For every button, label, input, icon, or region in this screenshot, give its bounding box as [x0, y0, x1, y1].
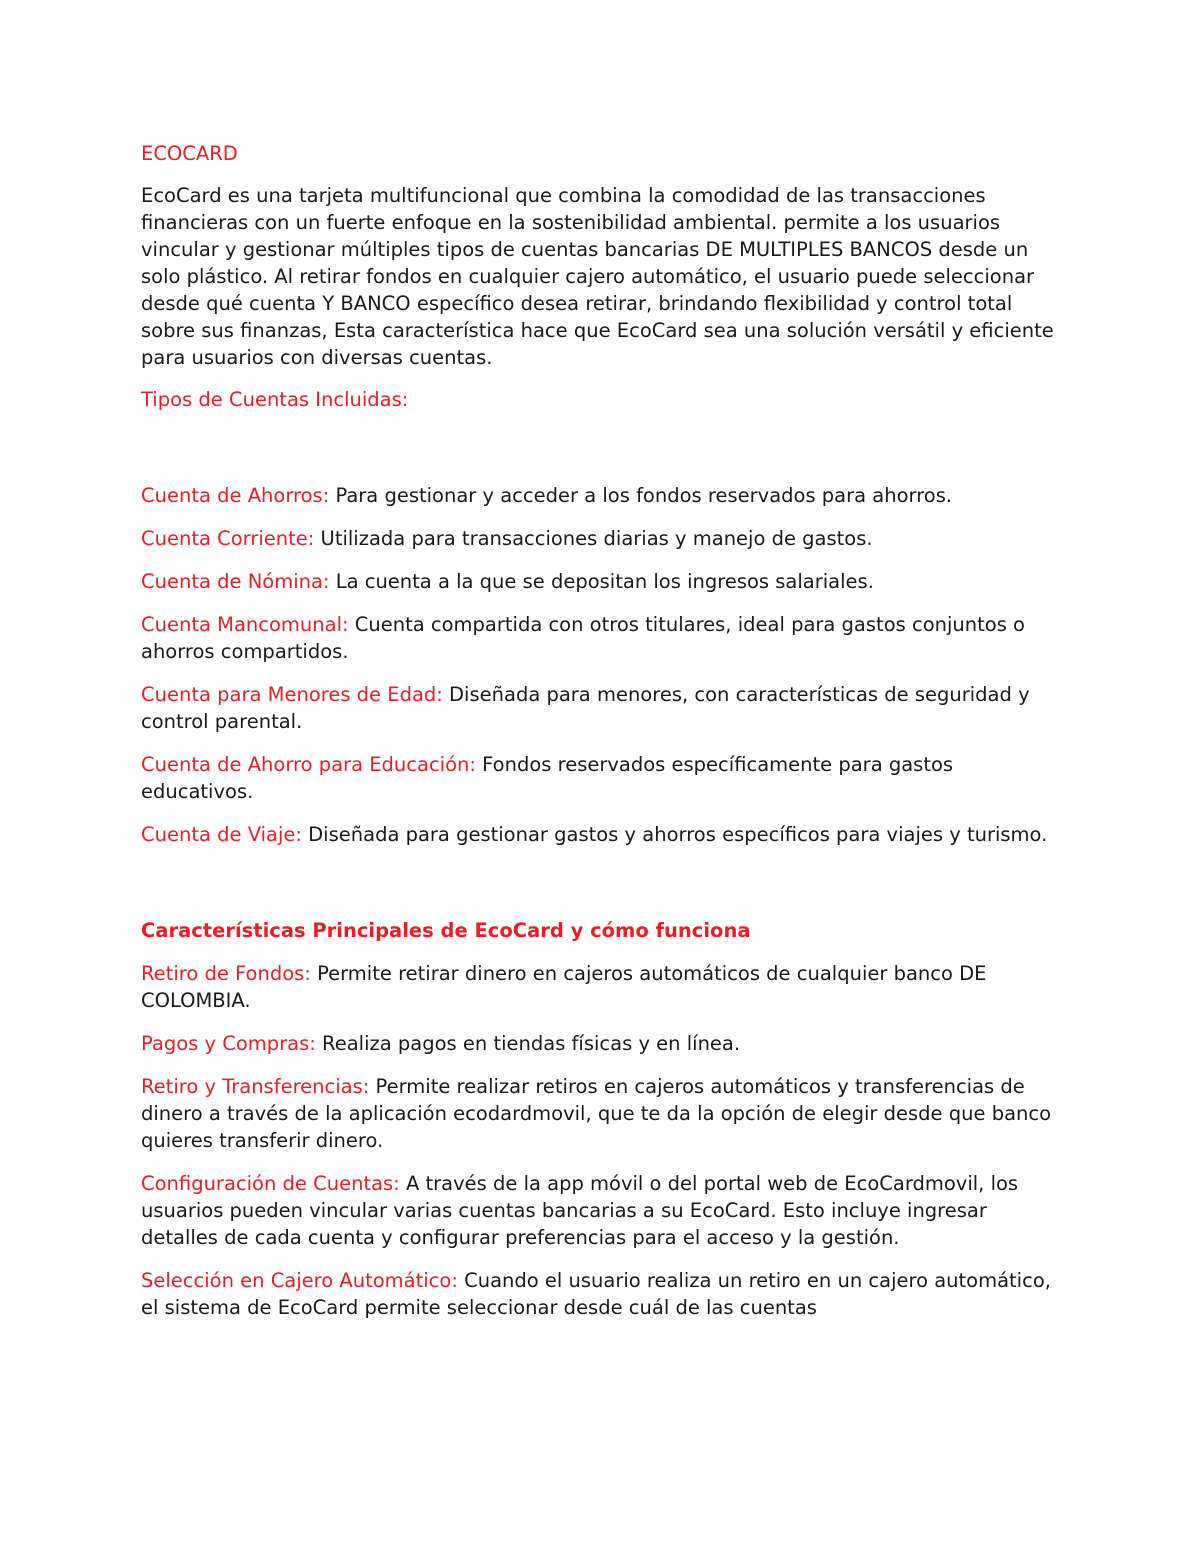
account-description: La cuenta a la que se depositan los ingresos salariales.	[329, 570, 874, 593]
features-heading: Características Principales de EcoCard y cómo funciona	[141, 919, 751, 942]
account-label: Cuenta de Ahorro para Educación:	[141, 753, 476, 776]
account-description: Utilizada para transacciones diarias y manejo de gastos.	[314, 527, 873, 550]
account-label: Cuenta de Viaje:	[141, 823, 302, 846]
account-item-educacion	[141, 751, 1056, 805]
account-item-corriente	[141, 525, 1056, 552]
feature-item-pagos-compras	[141, 1030, 1056, 1057]
account-item-menores	[141, 681, 1056, 735]
account-label: Cuenta de Ahorros:	[141, 484, 330, 507]
intro-paragraph: EcoCard es una tarjeta multifuncional que combina la comodidad de las transacciones financieras con un fuerte enfoque en la sostenibilidad ambiental. permite a los usuarios vincular y gestionar múltiples tipos de cuentas bancarias DE MULTIPLES BANCOS desde un solo plástico. Al retirar fondos en cualquier cajero automático, el usuario puede seleccionar desde qué cuenta Y BANCO específico desea retirar, brindando flexibilidad y control total sobre sus finanzas, Esta característica hace que EcoCard sea una solución versátil y eficiente para usuarios con diversas cuentas.	[141, 184, 1054, 369]
account-description: Diseñada para menores, con características de seguridad y control parental.	[141, 683, 1030, 733]
feature-label: Retiro y Transferencias:	[141, 1075, 370, 1098]
account-description: Diseñada para gestionar gastos y ahorros específicos para viajes y turismo.	[301, 823, 1048, 846]
document-page	[141, 140, 1056, 1337]
document-title: ECOCARD	[141, 142, 238, 165]
feature-label: Selección en Cajero Automático:	[141, 1269, 458, 1292]
feature-description: Permite realizar retiros en cajeros automáticos y transferencias de dinero a través de la aplicación ecodardmovil, que te da la opción de elegir desde que banco quieres transferir dinero.	[141, 1075, 1052, 1152]
feature-label: Configuración de Cuentas:	[141, 1172, 400, 1195]
account-description: Para gestionar y acceder a los fondos reservados para ahorros.	[329, 484, 953, 507]
feature-item-retiro-transferencias	[141, 1073, 1056, 1154]
account-item-viaje	[141, 821, 1056, 848]
account-item-nomina	[141, 568, 1056, 595]
feature-item-seleccion-cajero	[141, 1267, 1056, 1321]
feature-label: Retiro de Fondos:	[141, 962, 311, 985]
feature-description: Realiza pagos en tiendas físicas y en línea.	[315, 1032, 741, 1055]
account-label: Cuenta para Menores de Edad:	[141, 683, 443, 706]
feature-item-retiro-fondos	[141, 960, 1056, 1014]
feature-description: A través de la app móvil o del portal web de EcoCardmovil, los usuarios pueden vincular varias cuentas bancarias a su EcoCard. Esto incluye ingresar detalles de cada cuenta y configurar preferencias para el acceso y la gestión.	[141, 1172, 1019, 1249]
account-label: Cuenta Mancomunal:	[141, 613, 349, 636]
feature-label: Pagos y Compras:	[141, 1032, 316, 1055]
account-item-ahorros	[141, 482, 1056, 509]
feature-item-configuracion-cuentas	[141, 1170, 1056, 1251]
account-description: Cuenta compartida con otros titulares, ideal para gastos conjuntos o ahorros compartidos.	[141, 613, 1025, 663]
account-label: Cuenta de Nómina:	[141, 570, 330, 593]
account-item-mancomunal	[141, 611, 1056, 665]
feature-description: Permite retirar dinero en cajeros automáticos de cualquier banco DE COLOMBIA.	[141, 962, 987, 1012]
account-types-heading: Tipos de Cuentas Incluidas:	[141, 388, 409, 411]
account-label: Cuenta Corriente:	[141, 527, 315, 550]
account-description: Fondos reservados específicamente para gastos educativos.	[141, 753, 954, 803]
feature-description: Cuando el usuario realiza un retiro en un cajero automático, el sistema de EcoCard permite seleccionar desde cuál de las cuentas	[141, 1269, 1051, 1319]
